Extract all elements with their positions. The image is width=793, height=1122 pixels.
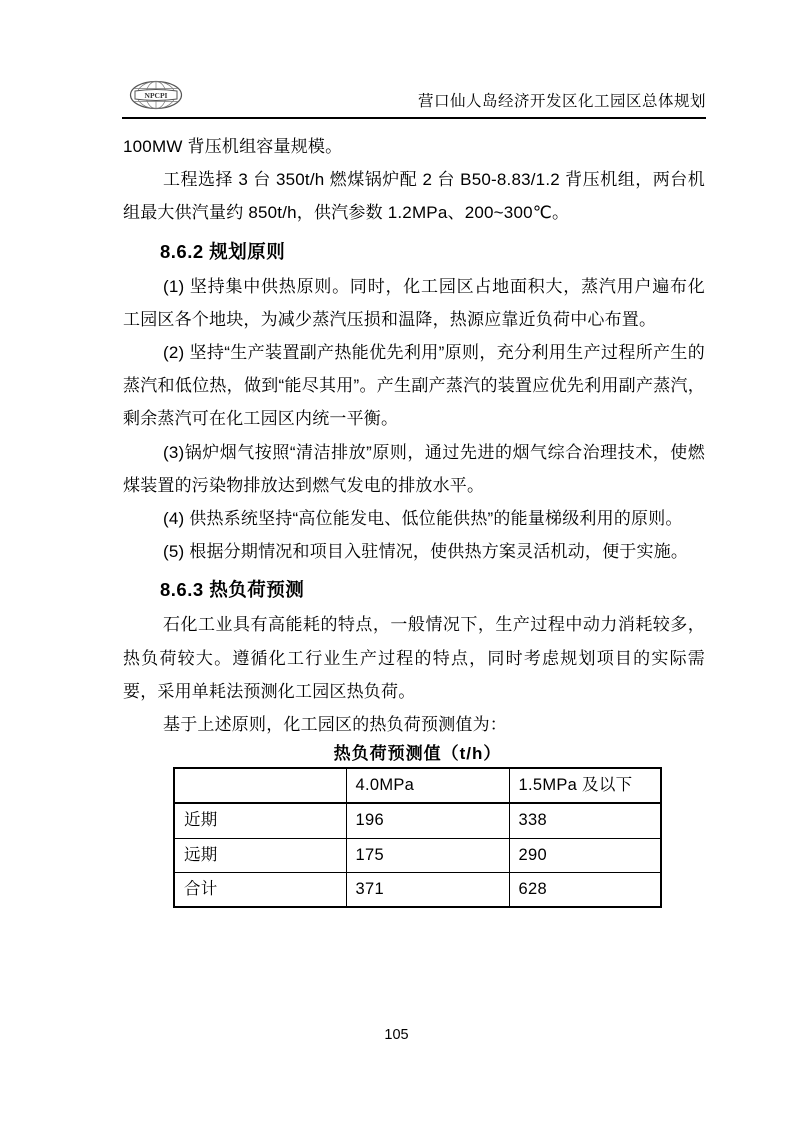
section-heading-862: 8.6.2 规划原则 xyxy=(160,240,286,262)
table-header-row xyxy=(174,768,661,803)
paragraph-principle-4: (4) 供热系统坚持“高位能发电、低位能供热”的能量梯级利用的原则。 xyxy=(163,509,683,529)
paragraph-project-selection: 工程选择 3 台 350t/h 燃煤锅炉配 2 台 B50-8.83/1.2 背压机组，两台机组最大供汽量约 850t/h，供汽参数 1.2MPa、200~300℃。 xyxy=(123,170,705,223)
row-label: 合计 xyxy=(174,872,346,907)
heat-load-forecast-table xyxy=(173,767,662,908)
table-header-15mpa: 1.5MPa 及以下 xyxy=(509,768,661,803)
row-label: 远期 xyxy=(174,838,346,872)
paragraph-heat-load-intro: 石化工业具有高能耗的特点，一般情况下，生产过程中动力消耗较多，热负荷较大。遵循化工行业生产过程的特点，同时考虑规划项目的实际需要，采用单耗法预测化工园区热负荷。 xyxy=(123,615,705,701)
page-header xyxy=(122,76,706,119)
paragraph-forecast-lead-in: 基于上述原则，化工园区的热负荷预测值为： xyxy=(163,715,507,735)
table-cell: 628 xyxy=(509,872,661,907)
table-header-empty xyxy=(174,768,346,803)
paragraph-principle-2: (2) 坚持“生产装置副产热能优先利用”原则，充分利用生产过程所产生的蒸汽和低位热，做到“能尽其用”。产生副产蒸汽的装置应优先利用副产蒸汽，剩余蒸汽可在化工园区内统一平衡。 xyxy=(123,343,705,429)
paragraph-intro-continuation: 100MW 背压机组容量规模。 xyxy=(123,137,343,156)
header-document-title: 营口仙人岛经济开发区化工园区总体规划 xyxy=(417,93,706,110)
paragraph-principle-3: (3)锅炉烟气按照“清洁排放”原则，通过先进的烟气综合治理技术，使燃煤装置的污染物排放达到燃气发电的排放水平。 xyxy=(123,442,705,495)
table-cell: 290 xyxy=(509,838,661,872)
table-cell: 196 xyxy=(346,803,509,838)
row-label: 近期 xyxy=(174,803,346,838)
table-row-long-term xyxy=(174,838,661,872)
logo-text: NPCPI xyxy=(144,90,168,100)
paragraph-principle-5: (5) 根据分期情况和项目入驻情况，使供热方案灵活机动，便于实施。 xyxy=(163,542,689,562)
table-row-total xyxy=(174,872,661,907)
document-body xyxy=(123,130,705,908)
table-cell: 175 xyxy=(346,838,509,872)
table-cell: 338 xyxy=(509,803,661,838)
table-cell: 371 xyxy=(346,872,509,907)
table-header-4mpa: 4.0MPa xyxy=(346,768,509,803)
table-row-near-term xyxy=(174,803,661,838)
paragraph-principle-1: (1) 坚持集中供热原则。同时，化工园区占地面积大，蒸汽用户遍布化工园区各个地块，为减少蒸汽压损和温降，热源应靠近负荷中心布置。 xyxy=(123,276,705,329)
page-number: 105 xyxy=(384,1027,409,1043)
table-title: 热负荷预测值（t/h） xyxy=(333,744,502,764)
section-heading-863: 8.6.3 热负荷预测 xyxy=(160,579,305,601)
npcpi-globe-logo-icon xyxy=(129,80,183,115)
heat-load-table-block xyxy=(173,744,662,908)
